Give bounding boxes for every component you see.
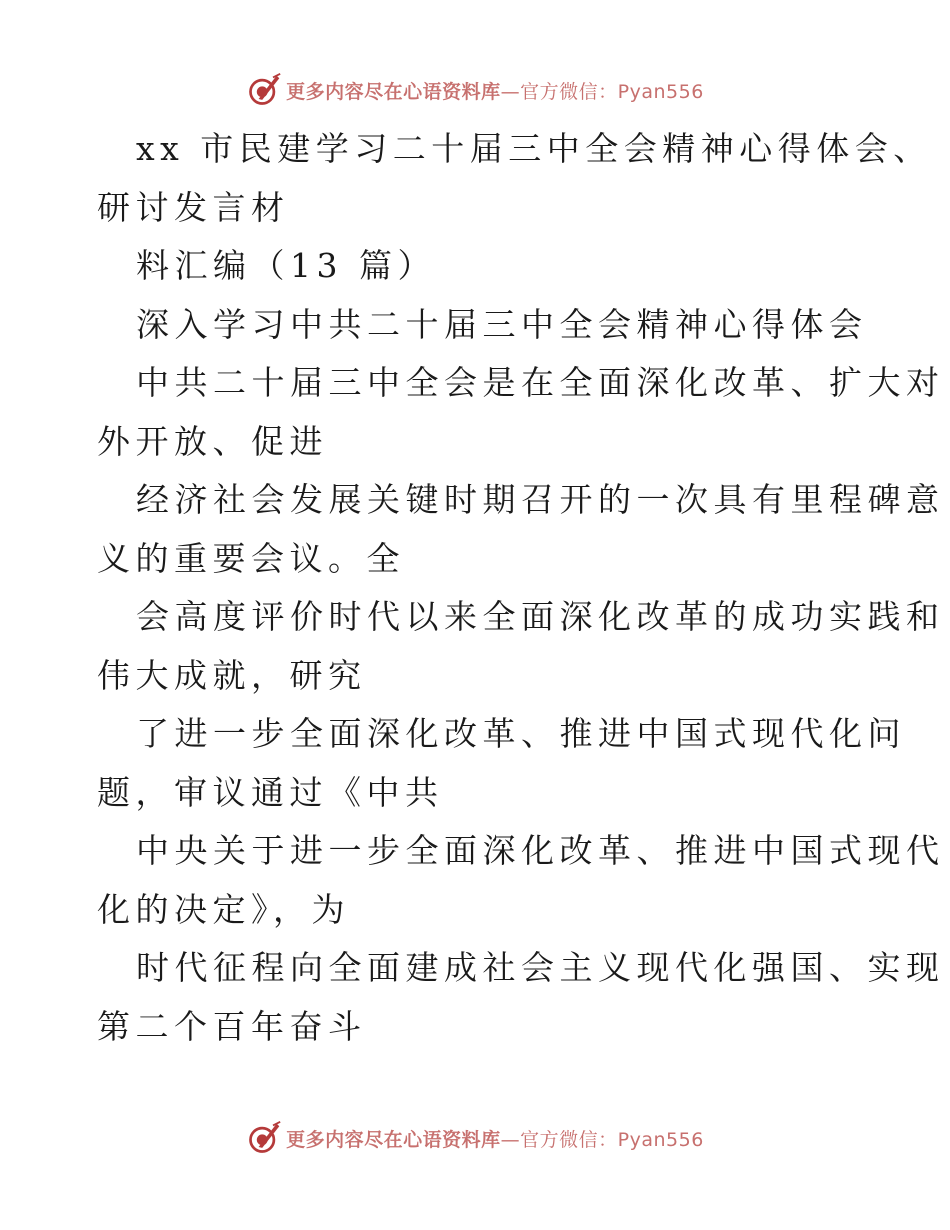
header-brand: 更多内容尽在心语资料库 <box>286 80 501 103</box>
body-line: 中央关于进一步全面深化改革、推进中国式现代 <box>136 831 945 870</box>
body-line: 深入学习中共二十届三中全会精神心得体会 <box>136 304 868 344</box>
footer-contact: 官方微信：Pyan556 <box>520 1128 704 1151</box>
header-watermark-text <box>286 77 704 104</box>
body-line: 中共二十届三中全会是在全面深化改革、扩大对 <box>136 363 945 402</box>
quill-logo-icon <box>246 72 282 108</box>
body-line: 了进一步全面深化改革、推进中国式现代化问 <box>136 714 906 753</box>
footer-watermark <box>0 1118 950 1158</box>
body-line: 第二个百年奋斗 <box>97 1006 367 1046</box>
header-watermark <box>0 70 950 110</box>
body-line: 外开放、促进 <box>97 421 328 461</box>
body-line: 化的决定》，为 <box>97 889 350 929</box>
footer-brand: 更多内容尽在心语资料库 <box>286 1128 501 1151</box>
quill-logo-icon <box>246 1120 282 1156</box>
header-contact: 官方微信：Pyan556 <box>520 80 704 103</box>
body-line: 研讨发言材 <box>97 187 290 227</box>
body-line: 伟大成就，研究 <box>97 655 367 695</box>
footer-separator: — <box>500 1128 521 1151</box>
body-line: 料汇编（13 篇） <box>136 246 436 285</box>
document-body <box>97 120 945 1056</box>
body-line: 时代征程向全面建成社会主义现代化强国、实现 <box>136 948 945 987</box>
header-separator: — <box>500 80 521 103</box>
body-line: 题，审议通过《中共 <box>97 772 444 812</box>
body-line: 会高度评价时代以来全面深化改革的成功实践和 <box>136 597 945 636</box>
body-line: xx 市民建学习二十届三中全会精神心得体会、 <box>136 129 932 168</box>
body-line: 经济社会发展关键时期召开的一次具有里程碑意 <box>136 480 945 519</box>
footer-watermark-text <box>286 1125 704 1152</box>
body-line: 义的重要会议。全 <box>97 538 405 578</box>
